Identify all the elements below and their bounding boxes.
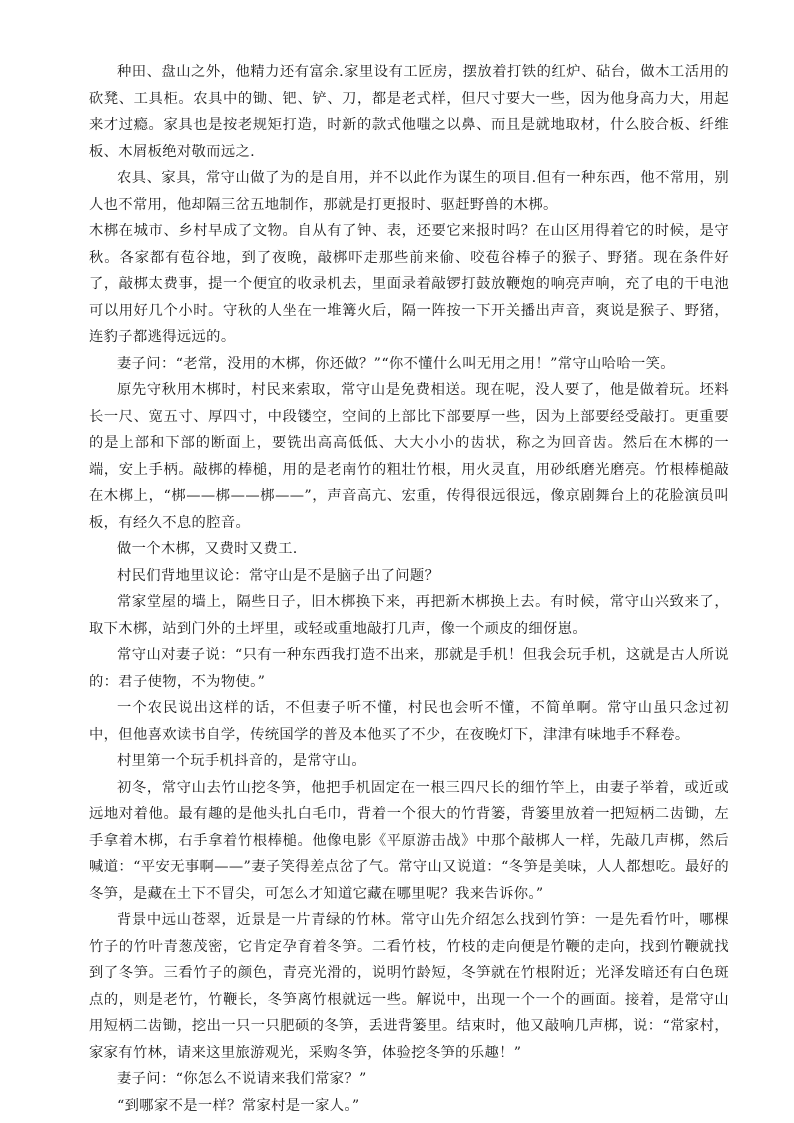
paragraph-first-douyin: 村里第一个玩手机抖音的，是常守山。 [117,753,366,769]
paragraph-clapper-history: 木梆在城市、乡村早成了文物。自从有了钟、表，还要它来报时吗？在山区用得着它的时候，是守秋。各家都有苞谷地，到了夜晚，敲梆吓走那些前来偷、咬苞谷棒子的猴子、野猪。现在条件好了，敲梆太费事，提一个便宜的收录机去，里面录着敲锣打鼓放鞭炮的响亮声响，充了电的干电池可以用好几个小时。守秋的人坐在一堆篝火后，隔一阵按一下开关播出声音，爽说是猴子、野猪，连豹子都逃得远远的。 [89,223,729,345]
paragraph-phone-quote: 常守山对妻子说：“只有一种东西我打造不出来，那就是手机！但我会玩手机，这就是古人所说的：君子使物，不为物使。” [89,647,729,690]
paragraph-self-study: 一个农民说出这样的话，不但妻子听不懂，村民也会听不懂，不简单啊。常守山虽只念过初中，但他喜欢读书自学，传统国学的普及本他买了不少，在夜晚灯下，津津有味地手不释卷。 [89,700,729,743]
paragraph-workshop: 种田、盘山之外，他精力还有富余.家里设有工匠房，摆放着打铁的红炉、砧台，做木工活用的砍凳、工具柜。农具中的锄、钯、铲、刀，都是老式样，但尺寸要大一些，因为他身高力大，用起来才过瘾。家具也是按老规矩打造，时新的款式他嗤之以鼻、而且是就地取材，什么胶合板、纤维板、木屑板绝对敬而远之. [89,64,729,160]
paragraph-wife-question-1: 妻子问：“老常，没用的木梆，你还做？”“你不懂什么叫无用之用！”常守山哈哈一笑。 [117,355,675,372]
paragraph-wife-question-2: 妻子问：“你怎么不说请来我们常家？” [117,1071,367,1087]
paragraph-villagers-gossip: 村民们背地里议论：常守山是不是脑子出了问题？ [117,567,440,584]
paragraph-finding-shoots: 背景中远山苍翠，近景是一片青绿的竹林。常守山先介绍怎么找到竹笋：一是先看竹叶，哪棵竹子的竹叶青葱茂密，它肯定孕育着冬笋。二看竹枝，竹枝的走向便是竹鞭的走向，找到竹鞭就找到了冬笋。三看竹子的颜色，青亮光滑的，说明竹龄短，冬笋就在竹根附近；光泽发暗还有白色斑点的，则是老竹，竹鞭长，冬笋离竹根就远一些。解说中，出现一个一个的画面。接着，是常守山用短柄二齿锄，挖出一只一只肥硕的冬笋，丢进背篓里。结束时，他又敲响几声梆，说：“常家村，家家有竹林，请来这里旅游观光，采购冬笋，体验挖冬笋的乐趣！” [89,912,729,1061]
paragraph-one-family: “到哪家不是一样？常家村是一家人。” [117,1097,360,1114]
paragraph-bamboo-shoot-video: 初冬，常守山去竹山挖冬笋，他把手机固定在一根三四尺长的细竹竿上，由妻子举着，或近或远地对着他。最有趣的是他头扎白毛巾，背着一个很大的竹背篓，背篓里放着一把短柄二齿锄，左手拿着木梆，右手拿着竹根棒槌。他像电影《平原游击战》中那个敲梆人一样，先敲几声梆，然后喊道：“平安无事啊——”妻子笑得差点岔了气。常守山又说道：“冬笋是美味，人人都想吃。最好的冬笋，是藏在土下不冒尖，可怎么才知道它藏在哪里呢？我来告诉你。” [89,779,729,902]
paragraph-wooden-clapper-intro: 农具、家具，常守山做了为的是自用，并不以此作为谋生的项目.但有一种东西，他不常用，别人也不常用，他却隔三岔五地制作，那就是打更报时、驱赶野兽的木梆。 [89,170,729,213]
paragraph-clapper-making: 原先守秋用木梆时，村民来索取，常守山是免费相送。现在呢，没人要了，他是做着玩。坯料长一尺、宽五寸、厚四寸，中段镂空，空间的上部比下部要厚一些，因为上部要经受敲打。更重要的是上部和下部的断面上，要铣出高高低低、大大小小的齿状，称之为回音齿。然后在木梆的一端，安上手柄。敲梆的棒槌，用的是老南竹的粗壮竹根，用火灵直，用砂纸磨光磨亮。竹根棒槌敲在木梆上，“梆——梆——梆——”，声音高亢、宏重，传得很远很远，像京剧舞台上的花脸演员叫板，有经久不息的腔音。 [89,382,729,531]
article-body [89,59,729,1119]
paragraph-time-consuming: 做一个木梆，又费时又费工. [117,541,298,557]
paragraph-wall-clapper: 常家堂屋的墙上，隔些日子，旧木梆换下来，再把新木梆换上去。有时候，常守山兴致来了，取下木梆，站到门外的土坪里，或轻或重地敲打几声，像一个顽皮的细伢崽。 [89,594,729,637]
